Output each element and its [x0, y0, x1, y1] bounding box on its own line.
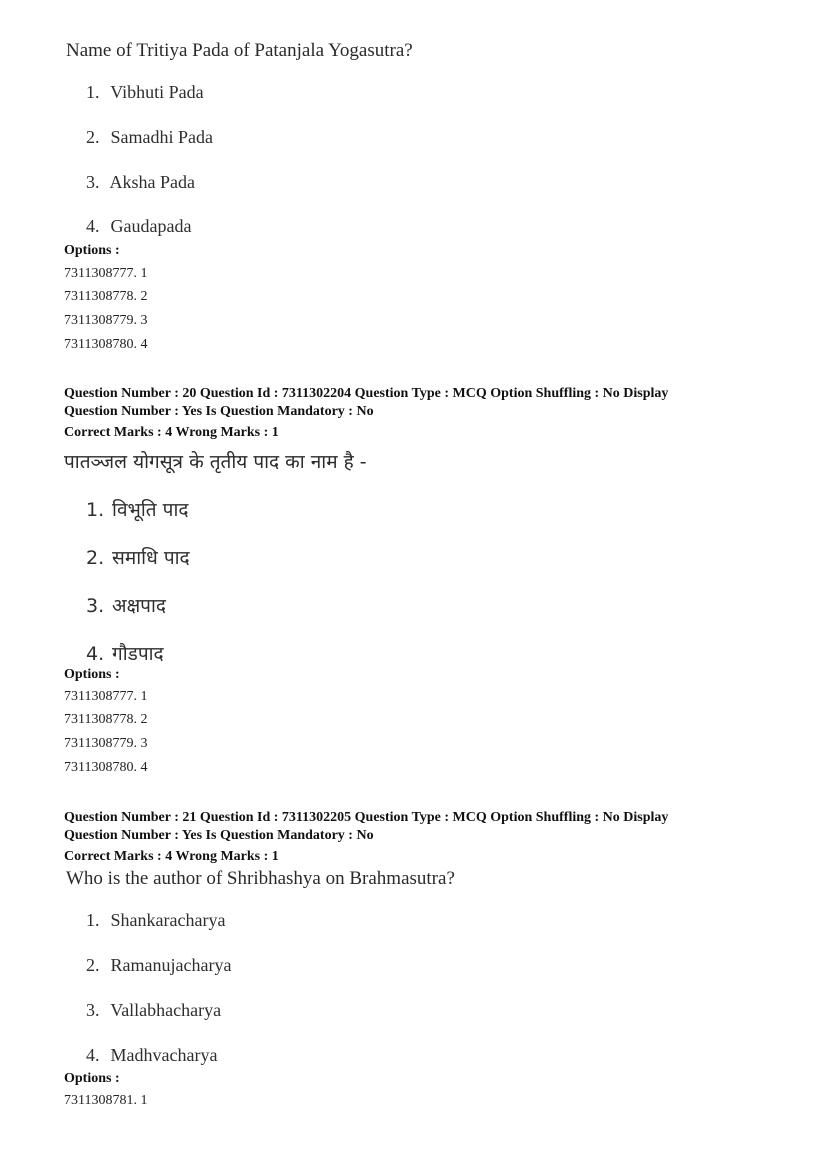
- question-text: पातञ्जल योगसूत्र के तृतीय पाद का नाम है -: [64, 451, 367, 473]
- option-id: 7311308778. 2: [64, 289, 148, 304]
- choice-3: [86, 172, 195, 193]
- choice-text: गौडपाद: [112, 643, 164, 665]
- choice-number: 4.: [86, 216, 100, 236]
- choice-number: 3.: [86, 172, 100, 192]
- choice-4: [86, 1045, 217, 1066]
- choice-3: [86, 592, 166, 618]
- choice-4: [86, 216, 191, 237]
- choice-1: [86, 82, 204, 103]
- question-text: Name of Tritiya Pada of Patanjala Yogasutra?: [66, 40, 413, 61]
- choice-text: Gaudapada: [110, 216, 192, 236]
- choice-text: Madhvacharya: [110, 1045, 218, 1065]
- marks-line: Correct Marks : 4 Wrong Marks : 1: [64, 849, 279, 864]
- choice-text: Vallabhacharya: [110, 1000, 222, 1020]
- question-text: Who is the author of Shribhashya on Brahmasutra?: [66, 868, 455, 889]
- option-id: 7311308779. 3: [64, 313, 148, 328]
- options-label: Options :: [64, 243, 120, 258]
- marks-line: Correct Marks : 4 Wrong Marks : 1: [64, 425, 279, 440]
- choice-number: 3.: [86, 595, 105, 617]
- choice-text: Samadhi Pada: [110, 127, 213, 147]
- option-id: 7311308777. 1: [64, 266, 148, 281]
- choice-number: 4.: [86, 1045, 100, 1065]
- choice-text: Ramanujacharya: [110, 955, 232, 975]
- options-label: Options :: [64, 667, 120, 682]
- choice-2: [86, 127, 213, 148]
- options-label: Options :: [64, 1071, 120, 1086]
- choice-number: 2.: [86, 955, 100, 975]
- choice-1: [86, 910, 225, 931]
- option-id: 7311308779. 3: [64, 736, 148, 751]
- choice-3: [86, 1000, 221, 1021]
- choice-2: [86, 955, 231, 976]
- choice-text: Vibhuti Pada: [110, 82, 204, 102]
- choice-number: 2.: [86, 127, 100, 147]
- choice-1: [86, 496, 188, 522]
- question-meta-line: Question Number : Yes Is Question Mandatory : No: [64, 404, 374, 419]
- choice-number: 4.: [86, 643, 105, 665]
- option-id: 7311308777. 1: [64, 689, 148, 704]
- question-meta-line: Question Number : 21 Question Id : 7311302205 Question Type : MCQ Option Shuffling : No Display: [64, 810, 669, 825]
- choice-text: अक्षपाद: [112, 595, 166, 617]
- choice-4: [86, 640, 164, 666]
- choice-number: 2.: [86, 547, 105, 569]
- choice-number: 1.: [86, 910, 100, 930]
- question-meta: [64, 385, 668, 421]
- choice-text: Aksha Pada: [109, 172, 195, 192]
- choice-text: Shankaracharya: [110, 910, 226, 930]
- question-meta-line: Question Number : 20 Question Id : 7311302204 Question Type : MCQ Option Shuffling : No Display: [64, 386, 669, 401]
- question-meta: [64, 809, 668, 845]
- option-id: 7311308780. 4: [64, 337, 148, 352]
- option-id: 7311308781. 1: [64, 1093, 148, 1108]
- choice-number: 1.: [86, 82, 100, 102]
- choice-number: 1.: [86, 499, 105, 521]
- option-id: 7311308778. 2: [64, 712, 148, 727]
- option-id: 7311308780. 4: [64, 760, 148, 775]
- choice-text: समाधि पाद: [112, 547, 190, 569]
- choice-number: 3.: [86, 1000, 100, 1020]
- choice-text: विभूति पाद: [112, 499, 189, 521]
- choice-2: [86, 544, 190, 570]
- question-meta-line: Question Number : Yes Is Question Mandatory : No: [64, 828, 374, 843]
